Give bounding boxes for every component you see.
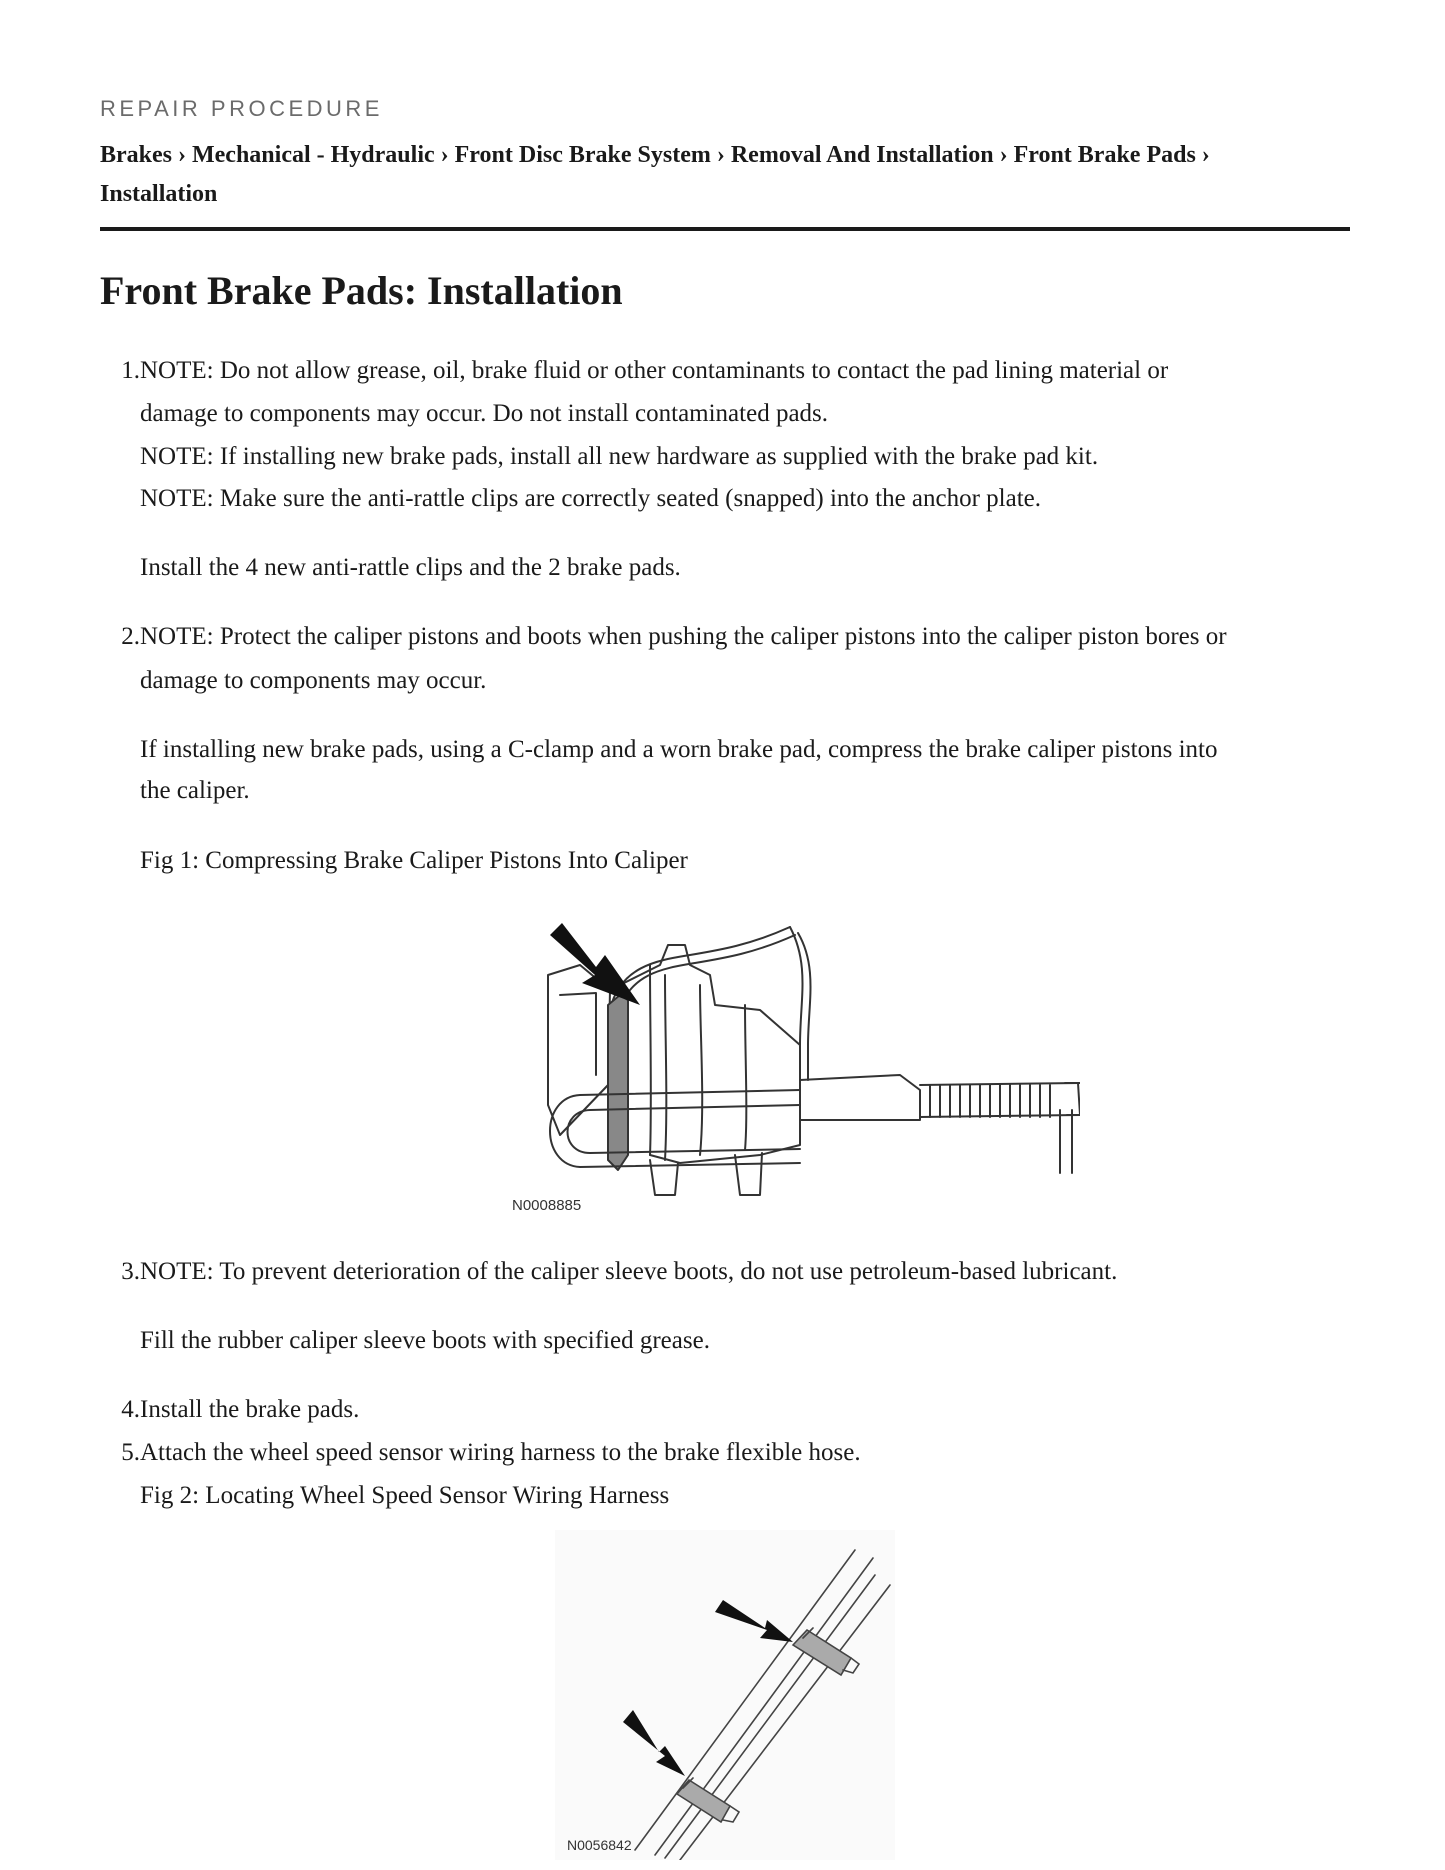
- step-number: 3.: [121, 1258, 140, 1285]
- breadcrumb-separator: ›: [716, 142, 725, 168]
- figure-id-label: N0056842: [567, 1837, 632, 1853]
- breadcrumb: [100, 136, 1350, 214]
- step-number: 4.: [121, 1396, 140, 1423]
- figure-id-label: N0008885: [512, 1197, 582, 1214]
- breadcrumb-item[interactable]: Front Disc Brake System: [454, 142, 711, 168]
- step-number: 2.: [121, 623, 140, 650]
- caliper-illustration: [500, 905, 1080, 1220]
- breadcrumb-separator: ›: [999, 142, 1008, 168]
- breadcrumb-separator: ›: [440, 142, 449, 168]
- wiring-harness-illustration: [555, 1530, 895, 1860]
- figure-caption: Fig 2: Locating Wheel Speed Sensor Wiring Harness: [140, 1482, 670, 1509]
- breadcrumb-item[interactable]: Brakes: [100, 142, 172, 168]
- step-note: NOTE: To prevent deterioration of the caliper sleeve boots, do not use petroleum-based lubricant.: [140, 1258, 1118, 1285]
- step-note: NOTE: If installing new brake pads, install all new hardware as supplied with the brake pad kit.: [140, 443, 1099, 470]
- step-text: If installing new brake pads, using a C-clamp and a worn brake pad, compress the brake caliper pistons into: [140, 736, 1218, 763]
- step-number: 5.: [121, 1439, 140, 1466]
- breadcrumb-separator: ›: [178, 142, 186, 168]
- breadcrumb-separator: ›: [1201, 142, 1210, 168]
- breadcrumb-item-current: Installation: [100, 181, 218, 207]
- header-divider: [100, 227, 1350, 231]
- step-text: Fill the rubber caliper sleeve boots with specified grease.: [140, 1327, 710, 1354]
- section-kicker: REPAIR PROCEDURE: [100, 96, 383, 121]
- step-number: 1.: [121, 357, 140, 384]
- step-note: NOTE: Protect the caliper pistons and boots when pushing the caliper pistons into the caliper piston bores or: [140, 623, 1227, 650]
- breadcrumb-item[interactable]: Front Brake Pads: [1013, 142, 1196, 168]
- step-text: Install the brake pads.: [140, 1396, 360, 1423]
- caliper-compression-figure: [500, 905, 1080, 1220]
- breadcrumb-item[interactable]: Removal And Installation: [730, 142, 994, 168]
- step-note: damage to components may occur. Do not install contaminated pads.: [140, 400, 829, 427]
- step-text: Attach the wheel speed sensor wiring harness to the brake flexible hose.: [140, 1439, 861, 1466]
- figure-caption: Fig 1: Compressing Brake Caliper Pistons Into Caliper: [140, 847, 688, 874]
- harness-location-figure: [555, 1530, 895, 1860]
- step-text: the caliper.: [140, 777, 250, 804]
- breadcrumb-item[interactable]: Mechanical - Hydraulic: [192, 142, 435, 168]
- page-title: Front Brake Pads: Installation: [100, 268, 623, 313]
- step-note: NOTE: Do not allow grease, oil, brake fluid or other contaminants to contact the pad lining material or: [140, 357, 1169, 384]
- step-note: damage to components may occur.: [140, 667, 487, 694]
- step-text: Install the 4 new anti-rattle clips and the 2 brake pads.: [140, 554, 681, 581]
- step-note: NOTE: Make sure the anti-rattle clips are correctly seated (snapped) into the anchor plate.: [140, 485, 1042, 512]
